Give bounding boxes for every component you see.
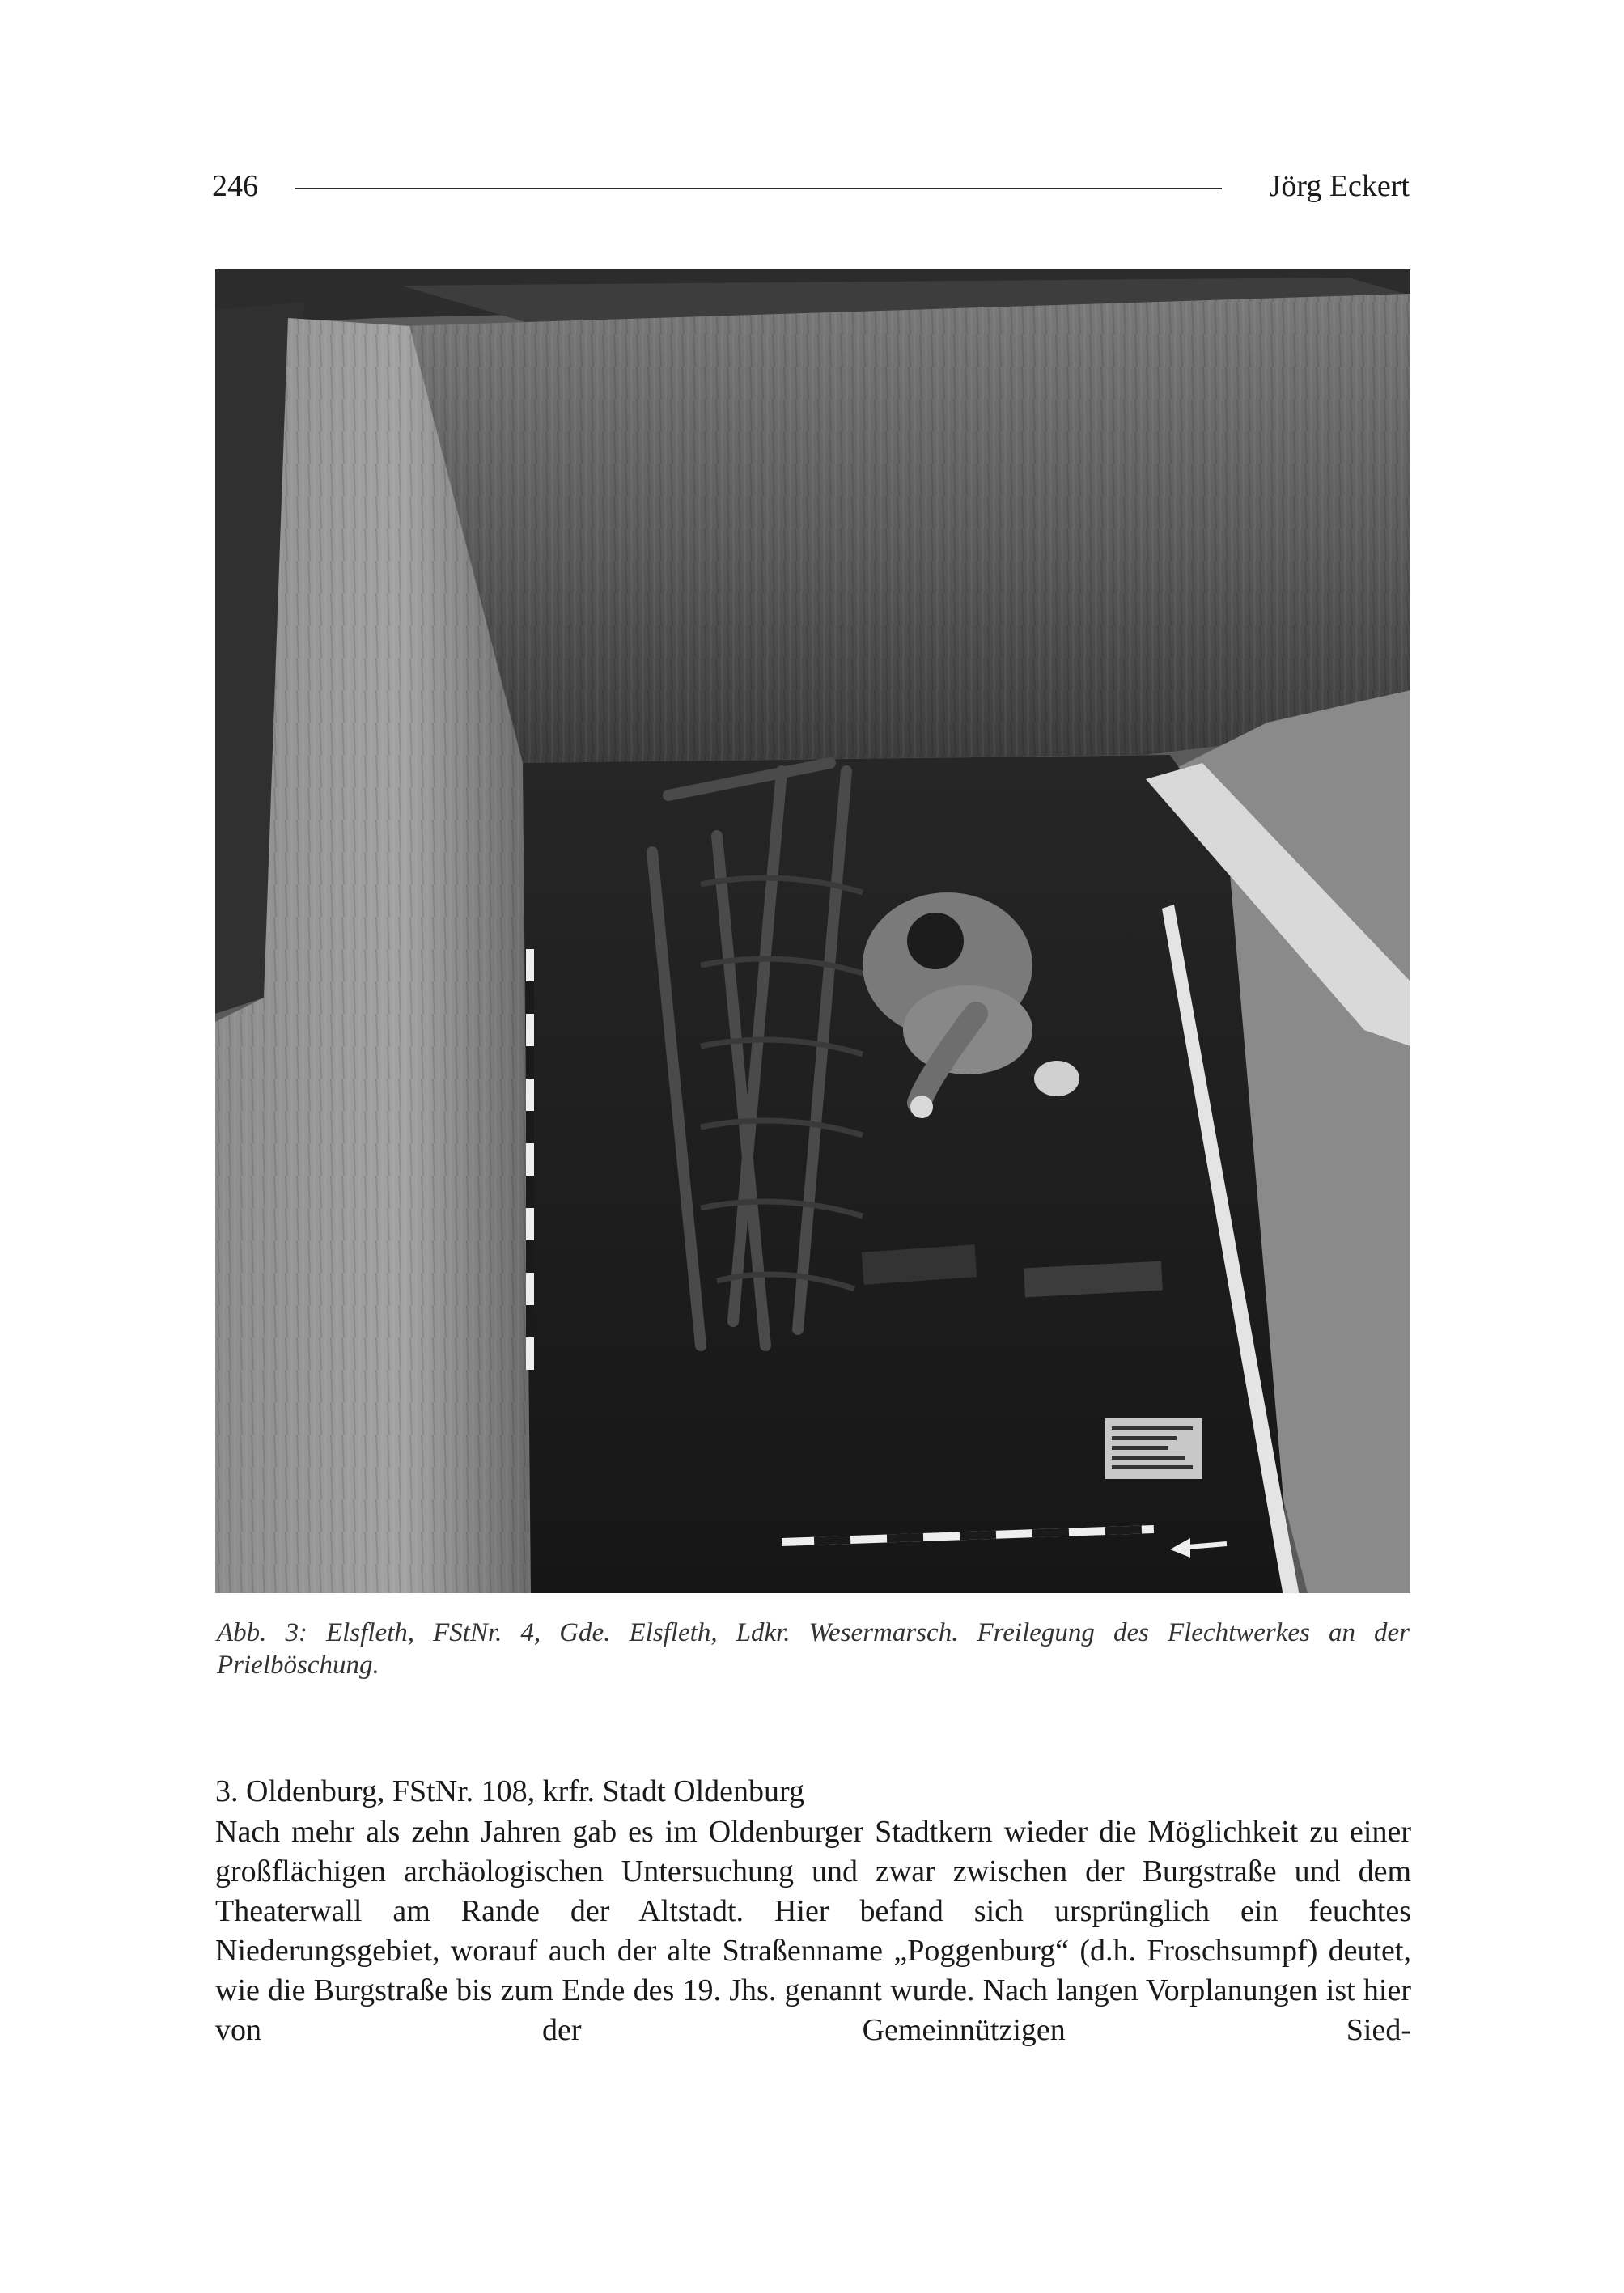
figure-caption: Abb. 3: Elsfleth, FStNr. 4, Gde. Elsfleth, Ldkr. Wesermarsch. Freilegung des Flechtwerkes an der Prielböschung. (217, 1618, 1410, 1680)
running-header (212, 162, 1410, 210)
header-rule (295, 188, 1222, 189)
page-number: 246 (212, 169, 258, 203)
excavation-photo (215, 269, 1410, 1593)
body-paragraph: Nach mehr als zehn Jahren gab es im Oldenburger Stadtkern wieder die Möglichkeit zu einer großflächigen archäologischen Untersuchung und zwar zwischen der Burgstraße und dem Theaterwall am Rande der Altstadt. Hier befand sich ursprünglich ein feuchtes Niederungsgebiet, worauf auch der alte Straßenname „Poggenburg“ (d.h. Froschsumpf) deutet, wie die Burgstraße bis zum Ende des 19. Jhs. genannt wurde. Nach langen Vorplanungen ist hier von der Gemeinnützigen Sied- (215, 1815, 1411, 2047)
author-running-head: Jörg Eckert (1269, 169, 1410, 203)
section-heading: 3. Oldenburg, FStNr. 108, krfr. Stadt Oldenburg (215, 1774, 804, 1808)
